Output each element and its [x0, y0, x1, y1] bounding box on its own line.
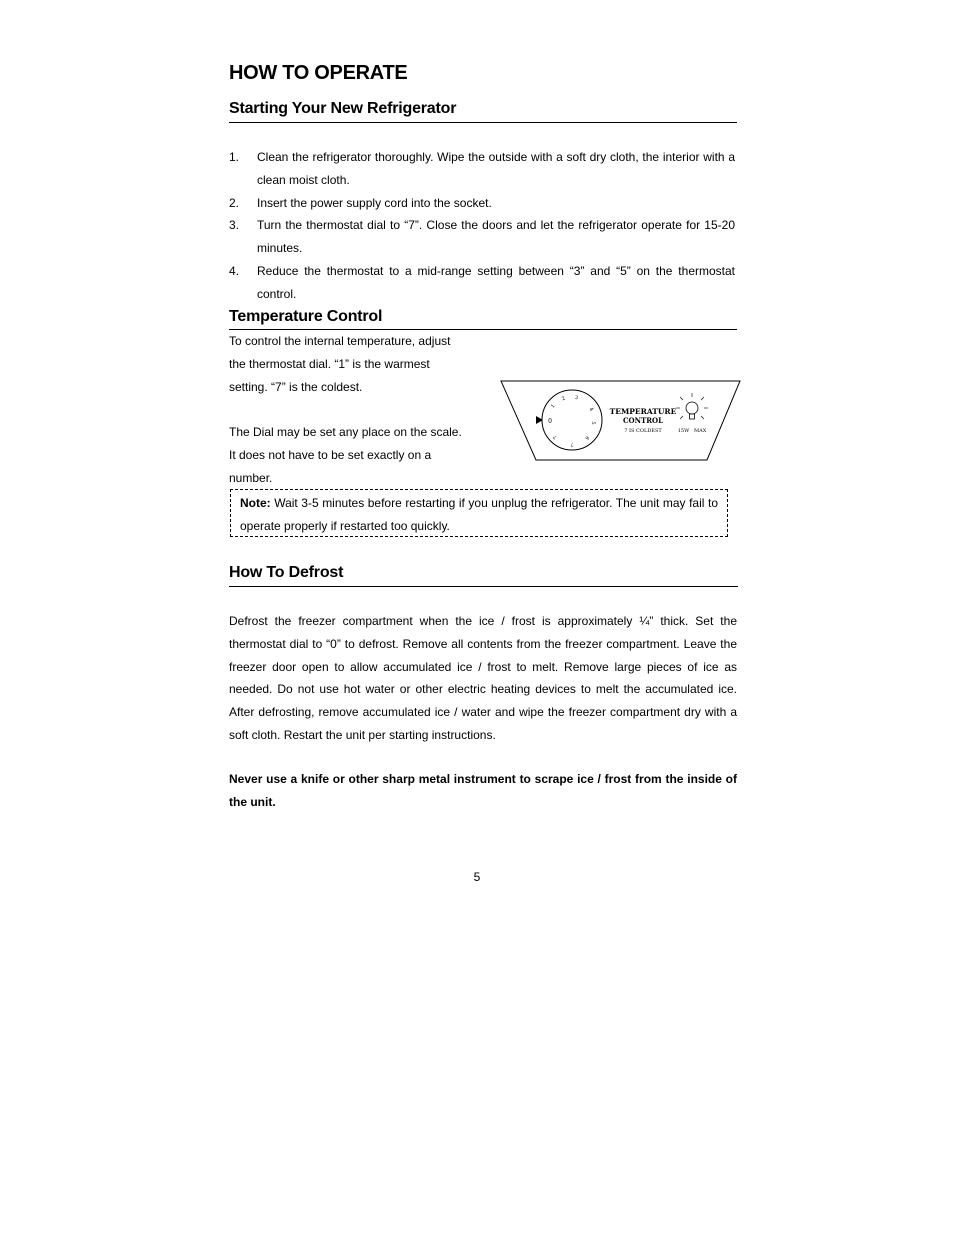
step-number: 2.	[229, 195, 240, 210]
dial-number-5: 5	[590, 421, 596, 425]
note-box	[230, 489, 728, 537]
lamp-label: 15W MAX	[677, 428, 707, 434]
temperature-paragraph-1: To control the internal temperature, adjust the thermostat dial. “1” is the warmest setting. “7” is the coldest.	[229, 334, 451, 394]
panel-label-line3: 7 IS COLDEST	[624, 428, 662, 434]
step-text: Turn the thermostat dial to “7”. Close the doors and let the refrigerator operate for 15-20 minutes.	[257, 218, 735, 256]
dial-number-2: 2	[561, 395, 567, 403]
list-item	[229, 146, 735, 192]
dial-number-1: 1	[549, 403, 557, 410]
note-label: Note:	[240, 496, 271, 510]
step-text: Reduce the thermostat to a mid-range setting between “3” and “5” on the thermostat control.	[257, 263, 735, 301]
defrost-paragraph: Defrost the freezer compartment when the ice / frost is approximately ¼” thick. Set the thermostat dial to “0” to defrost. Remove all contents from the freezer compartment. Leave the freezer door open to allow accumulated ice / frost to melt. Remove large pieces of ice as needed. Do not use hot water or other electric heating devices to melt the accumulated ice. After defrosting, remove accumulated ice / water and wipe the freezer compartment dry with a soft cloth. Restart the unit per starting instructions.	[229, 614, 737, 742]
dial-number-7: 7	[570, 441, 574, 447]
panel-label-line2: CONTROL	[622, 416, 664, 425]
dial-number-7b: 7	[552, 433, 559, 441]
section-heading-starting: Starting Your New Refrigerator	[229, 100, 457, 117]
step-number: 3.	[229, 218, 240, 233]
section-heading-defrost: How To Defrost	[229, 564, 344, 581]
page-number: 5	[473, 870, 481, 884]
list-item	[229, 214, 735, 260]
step-number: 4.	[229, 263, 240, 278]
section-heading-temperature: Temperature Control	[229, 308, 383, 325]
step-text: Clean the refrigerator thoroughly. Wipe the outside with a soft dry cloth, the interior with a clean moist cloth.	[257, 150, 735, 187]
list-item	[229, 192, 735, 215]
page-title: HOW TO OPERATE	[229, 62, 408, 84]
list-item	[229, 260, 735, 306]
dial-number-0: 0	[548, 418, 552, 425]
dial-number-4: 4	[587, 406, 595, 413]
section-rule-defrost	[229, 586, 738, 587]
temperature-control-text	[229, 330, 465, 490]
thermostat-panel-illustration	[500, 378, 742, 464]
dial-number-3: 3	[573, 394, 579, 402]
note-text: Wait 3-5 minutes before restarting if you unplug the refrigerator. The unit may fail to operate properly if restarted too quickly.	[240, 496, 718, 533]
defrost-warning: Never use a knife or other sharp metal instrument to scrape ice / frost from the inside of the unit.	[229, 772, 737, 809]
panel-label-line1: TEMPERATURE	[609, 407, 677, 416]
step-number: 1.	[229, 150, 240, 164]
dial-number-6: 6	[583, 434, 591, 441]
temperature-paragraph-2: The Dial may be set any place on the scale. It does not have to be set exactly on a number.	[229, 425, 462, 485]
step-text: Insert the power supply cord into the socket.	[257, 195, 492, 210]
section-rule-starting	[229, 122, 737, 123]
starting-steps-list	[229, 146, 735, 306]
